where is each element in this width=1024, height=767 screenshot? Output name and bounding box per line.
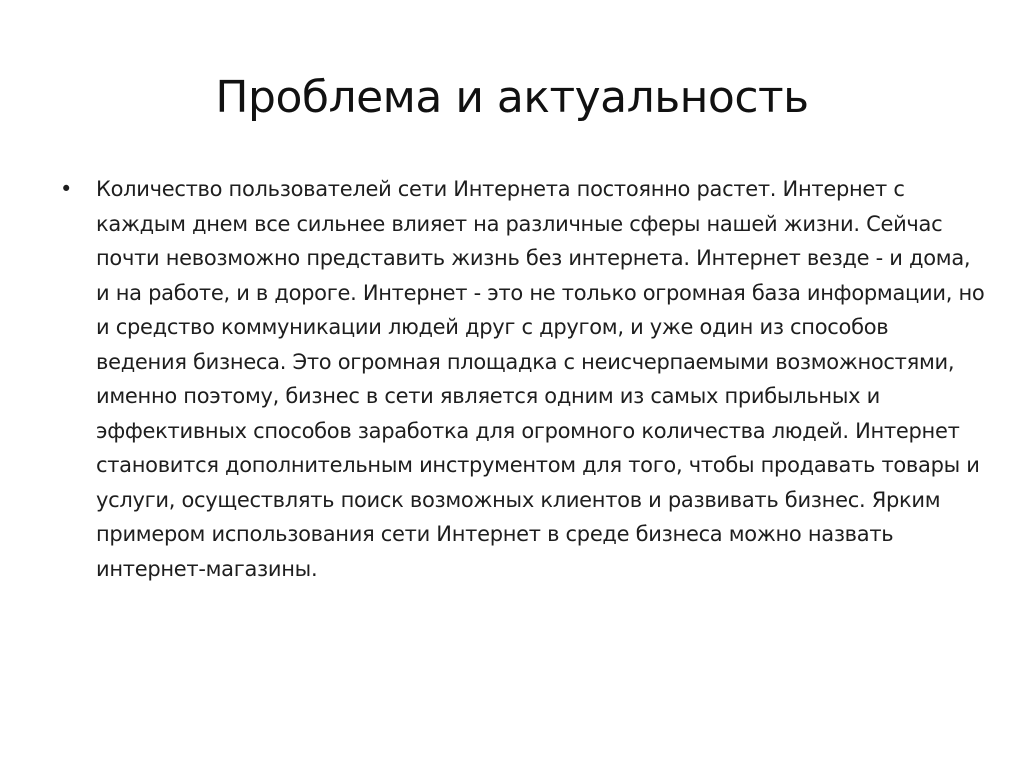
bullet-item — [40, 172, 985, 586]
bullet-list — [40, 172, 985, 586]
bullet-marker-icon: • — [60, 177, 73, 201]
bullet-text: Количество пользователей сети Интернета постоянно растет. Интернет с каждым днем все сильнее влияет на различные сферы нашей жизни. Сейчас почти невозможно представить жизнь без интернета. Интернет везде - и дома, и на работе, и в дороге. Интернет - это не только огромная база информации, но и средство коммуникации людей друг с другом, и уже один из способов ведения бизнеса. Это огромная площадка с неисчерпаемыми возможностями, именно поэтому, бизнес в сети является одним из самых прибыльных и эффективных способов заработка для огромного количества людей. Интернет становится дополнительным инструментом для того, чтобы продавать товары и услуги, осуществлять поиск возможных клиентов и развивать бизнес. Ярким примером использования сети Интернет в среде бизнеса можно назвать интернет-магазины. — [96, 177, 985, 581]
slide-title: Проблема и актуальность — [215, 72, 809, 123]
